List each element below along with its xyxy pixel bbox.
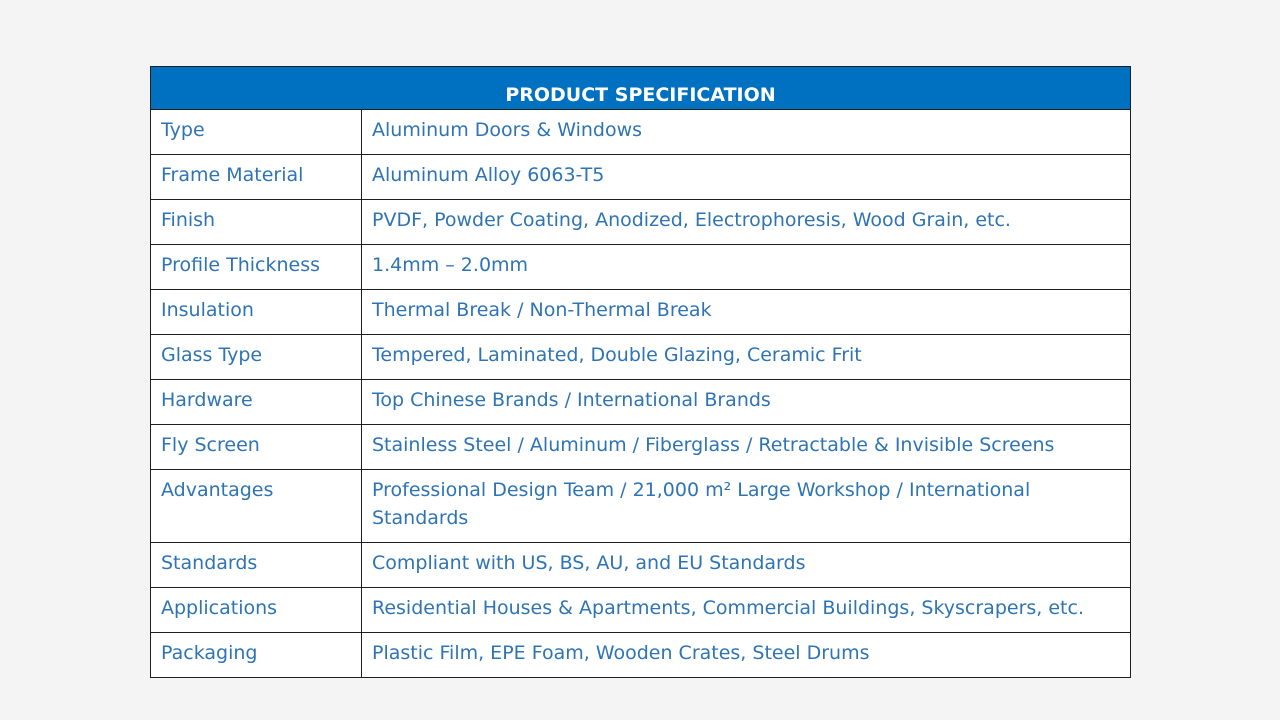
row-label: Profile Thickness <box>151 245 362 290</box>
row-label: Advantages <box>151 470 362 543</box>
table-row <box>151 380 1131 425</box>
row-value: Stainless Steel / Aluminum / Fiberglass / Retractable & Invisible Screens <box>362 425 1131 470</box>
table-title: PRODUCT SPECIFICATION <box>151 67 1131 110</box>
table-row <box>151 155 1131 200</box>
row-value: Top Chinese Brands / International Brands <box>362 380 1131 425</box>
row-label: Insulation <box>151 290 362 335</box>
row-value: Plastic Film, EPE Foam, Wooden Crates, Steel Drums <box>362 633 1131 678</box>
table-row <box>151 335 1131 380</box>
row-value: Compliant with US, BS, AU, and EU Standards <box>362 543 1131 588</box>
table-row <box>151 245 1131 290</box>
table-row <box>151 633 1131 678</box>
row-label: Packaging <box>151 633 362 678</box>
product-specification-table <box>150 66 1131 678</box>
table-row <box>151 425 1131 470</box>
table-row <box>151 588 1131 633</box>
row-value: PVDF, Powder Coating, Anodized, Electrophoresis, Wood Grain, etc. <box>362 200 1131 245</box>
row-label: Applications <box>151 588 362 633</box>
row-value: 1.4mm – 2.0mm <box>362 245 1131 290</box>
row-label: Type <box>151 110 362 155</box>
row-label: Frame Material <box>151 155 362 200</box>
row-label: Fly Screen <box>151 425 362 470</box>
row-value: Residential Houses & Apartments, Commercial Buildings, Skyscrapers, etc. <box>362 588 1131 633</box>
table-row <box>151 200 1131 245</box>
table-row <box>151 110 1131 155</box>
row-label: Standards <box>151 543 362 588</box>
row-value: Aluminum Doors & Windows <box>362 110 1131 155</box>
table-row <box>151 290 1131 335</box>
row-value: Aluminum Alloy 6063-T5 <box>362 155 1131 200</box>
table-row <box>151 543 1131 588</box>
row-label: Glass Type <box>151 335 362 380</box>
table-body <box>151 110 1131 678</box>
table-row <box>151 470 1131 543</box>
row-value: Tempered, Laminated, Double Glazing, Ceramic Frit <box>362 335 1131 380</box>
row-value: Thermal Break / Non-Thermal Break <box>362 290 1131 335</box>
row-label: Hardware <box>151 380 362 425</box>
row-label: Finish <box>151 200 362 245</box>
table-header-row <box>151 67 1131 110</box>
row-value: Professional Design Team / 21,000 m² Large Workshop / International Standards <box>362 470 1131 543</box>
